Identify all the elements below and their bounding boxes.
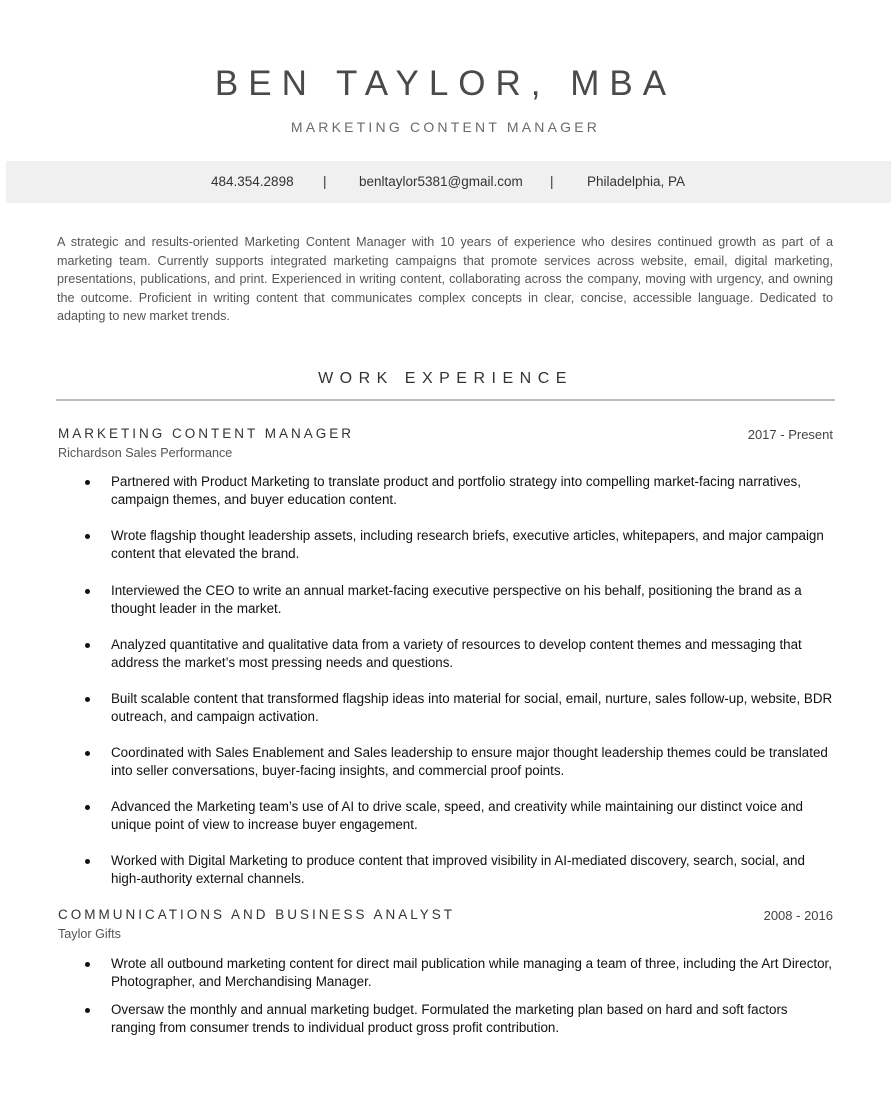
professional-summary: A strategic and results-oriented Marketing Content Manager with 10 years of experience who desires continued growth as part of a marketing team. Currently supports integrated marketing campaigns that promote services across website, email, digital marketing, presentations, publications, and print. Experienced in writing content, collaborating across the company, moving with urgency, and owning the outcome. Proficient in writing content that communicates complex concepts in clear, concise, accessible language. Dedicated to adapting to new market trends. (57, 235, 833, 324)
section-divider (56, 399, 835, 401)
bullet-text: Built scalable content that transformed flagship ideas into material for social, email, nurture, sales follow-up, website, BDR outreach, and campaign activation. (111, 691, 833, 725)
bullet-icon (85, 643, 90, 648)
bullet-icon (85, 589, 90, 594)
job-title: COMMUNICATIONS AND BUSINESS ANALYST (58, 907, 456, 922)
bullet-text: Advanced the Marketing team’s use of AI to drive scale, speed, and creativity while maintaining our distinct voice and unique point of view to increase buyer engagement. (111, 799, 803, 833)
bullet-text: Wrote flagship thought leadership assets, including research briefs, executive articles, whitepapers, and major campaign content that elevated the brand. (111, 528, 824, 562)
job-title: MARKETING CONTENT MANAGER (58, 426, 355, 441)
bullet-icon (85, 859, 90, 864)
bullet-icon (85, 480, 90, 485)
bullet-icon (85, 534, 90, 539)
bullet-text: Coordinated with Sales Enablement and Sales leadership to ensure major thought leadership themes could be translated into seller conversations, buyer-facing insights, and commercial proof points. (111, 745, 828, 779)
bullet-icon (85, 1008, 90, 1013)
bullet-text: Analyzed quantitative and qualitative data from a variety of resources to develop content themes and messaging that address the market’s most pressing needs and questions. (111, 637, 802, 671)
bullet-icon (85, 962, 90, 967)
bullet-text: Oversaw the monthly and annual marketing budget. Formulated the marketing plan based on hard and soft factors ranging from consumer trends to individual product gross profit contribution. (111, 1002, 788, 1036)
section-title-work-experience: WORK EXPERIENCE (318, 370, 573, 387)
job-company: Richardson Sales Performance (58, 446, 233, 460)
contact-email: benltaylor5381@gmail.com (359, 174, 523, 189)
job-company: Taylor Gifts (58, 927, 121, 941)
bullet-icon (85, 751, 90, 756)
candidate-name: BEN TAYLOR, MBA (214, 64, 677, 103)
job-dates: 2017 - Present (747, 427, 833, 442)
job-dates: 2008 - 2016 (763, 908, 833, 923)
contact-separator: | (550, 174, 554, 189)
contact-separator: | (323, 174, 327, 189)
bullet-text: Worked with Digital Marketing to produce content that improved visibility in AI-mediated discovery, search, social, and high-authority external channels. (111, 853, 805, 887)
contact-bar (6, 161, 891, 203)
bullet-text: Partnered with Product Marketing to translate product and portfolio strategy into compelling market-facing narratives, campaign themes, and buyer education content. (111, 474, 801, 508)
contact-location: Philadelphia, PA (587, 174, 686, 189)
bullet-text: Interviewed the CEO to write an annual market-facing executive perspective on his behalf, positioning the brand as a thought leader in the market. (111, 583, 802, 617)
bullet-icon (85, 805, 90, 810)
bullet-icon (85, 697, 90, 702)
contact-phone: 484.354.2898 (211, 174, 294, 189)
bullet-text: Wrote all outbound marketing content for direct mail publication while managing a team of three, including the Art Director, Photographer, and Merchandising Manager. (111, 956, 833, 990)
candidate-subtitle: MARKETING CONTENT MANAGER (290, 119, 601, 135)
